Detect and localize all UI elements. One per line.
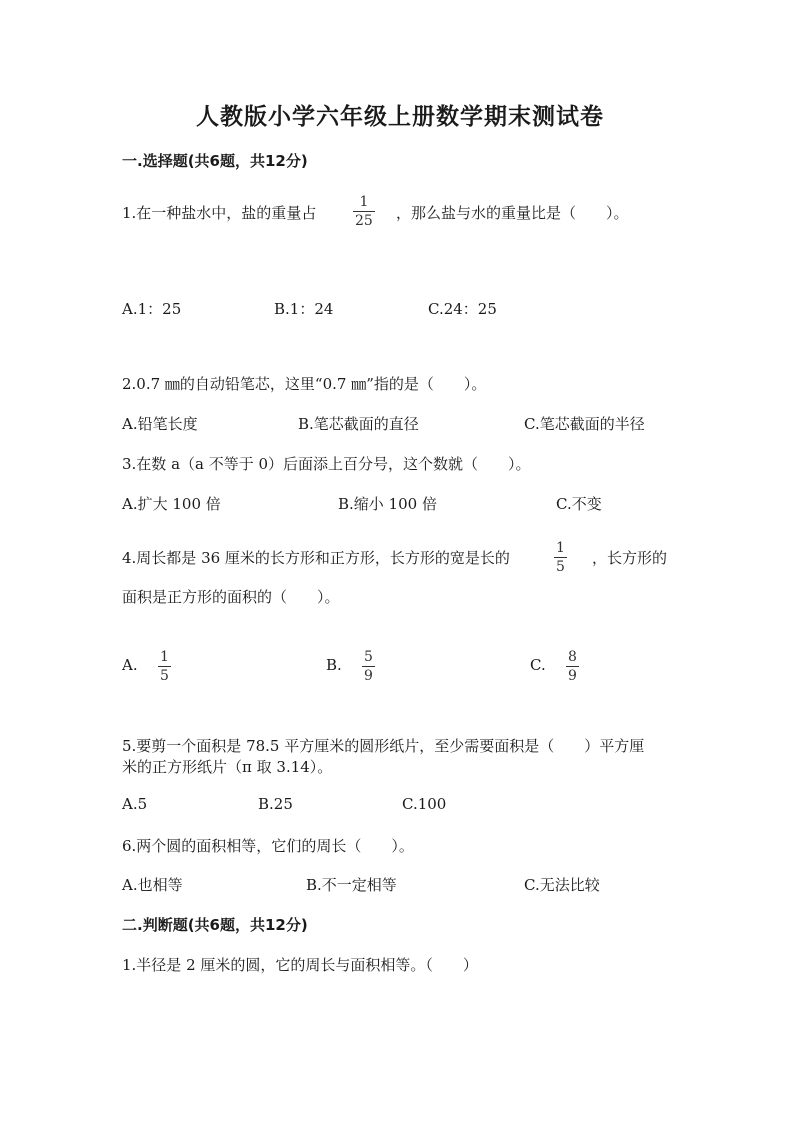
question-2-option-c[interactable]: C.笔芯截面的半径: [524, 415, 645, 433]
question-4-option-b-label[interactable]: B.: [326, 656, 342, 674]
fraction-numerator: 5: [364, 649, 373, 665]
fraction-bar: [158, 666, 171, 667]
question-4-after: ，长方形的: [592, 549, 668, 567]
question-5-line2: 米的正方形纸片（π 取 3.14）。: [122, 758, 333, 776]
question-6-text: 6.两个圆的面积相等，它们的周长（ ）。: [122, 837, 414, 855]
fraction-bar: [353, 211, 375, 212]
fraction-denominator: 25: [355, 213, 373, 229]
question-2-option-b[interactable]: B.笔芯截面的直径: [298, 415, 419, 433]
fraction-bar: [554, 557, 567, 558]
judgement-question-1-text: 1.半径是 2 厘米的圆，它的周长与面积相等。（ ）: [122, 956, 478, 974]
question-5-line1: 5.要剪一个面积是 78.5 平方厘米的圆形纸片，至少需要面积是（ ）平方厘: [122, 737, 645, 755]
question-5-option-b[interactable]: B.25: [258, 795, 293, 813]
section-heading-choice: 一.选择题(共6题，共12分): [122, 152, 308, 170]
question-5-option-c[interactable]: C.100: [402, 795, 447, 813]
question-4-option-c-fraction[interactable]: [566, 649, 579, 684]
fraction-denominator: 5: [160, 668, 169, 684]
question-6-option-b[interactable]: B.不一定相等: [306, 876, 397, 894]
question-3-option-c[interactable]: C.不变: [556, 495, 602, 513]
question-3-text: 3.在数 a（a 不等于 0）后面添上百分号，这个数就（ ）。: [122, 455, 531, 473]
question-1-fraction: [353, 194, 375, 229]
fraction-denominator: 5: [556, 559, 565, 575]
question-6-option-a[interactable]: A.也相等: [122, 876, 183, 894]
fraction-numerator: 8: [568, 649, 577, 665]
fraction-numerator: 1: [556, 540, 565, 556]
question-4-option-c-label[interactable]: C.: [530, 656, 546, 674]
question-4-option-a-fraction[interactable]: [158, 649, 171, 684]
section-heading-judgement: 二.判断题(共6题，共12分): [122, 916, 308, 934]
question-1-after: ，那么盐与水的重量比是（ ）。: [396, 204, 629, 222]
fraction-numerator: 1: [359, 194, 369, 210]
fraction-bar: [362, 666, 375, 667]
question-1-option-b[interactable]: B.1：24: [274, 300, 334, 318]
question-4-before: 4.周长都是 36 厘米的长方形和正方形，长方形的宽是长的: [122, 549, 510, 567]
question-4-fraction: [554, 540, 567, 575]
fraction-denominator: 9: [568, 668, 577, 684]
question-4-option-b-fraction[interactable]: [362, 649, 375, 684]
question-5-option-a[interactable]: A.5: [122, 795, 148, 813]
fraction-numerator: 1: [160, 649, 169, 665]
question-1-text: [122, 202, 316, 223]
question-4-line2: 面积是正方形的面积的（ ）。: [122, 588, 340, 606]
question-2-text: 2.0.7 ㎜的自动铅笔芯，这里“0.7 ㎜”指的是（ ）。: [122, 375, 487, 393]
question-3-option-b[interactable]: B.缩小 100 倍: [338, 495, 437, 513]
question-6-option-c[interactable]: C.无法比较: [524, 876, 600, 894]
question-1-option-a[interactable]: A.1：25: [122, 300, 182, 318]
fraction-bar: [566, 666, 579, 667]
question-3-option-a[interactable]: A.扩大 100 倍: [122, 495, 221, 513]
question-1-option-c[interactable]: C.24：25: [428, 300, 497, 318]
question-2-option-a[interactable]: A.铅笔长度: [122, 415, 198, 433]
fraction-denominator: 9: [364, 668, 373, 684]
question-1-before: 1.在一种盐水中，盐的重量占: [122, 204, 317, 222]
page-title: 人教版小学六年级上册数学期末测试卷: [196, 104, 604, 130]
question-4-option-a-label[interactable]: A.: [122, 656, 138, 674]
